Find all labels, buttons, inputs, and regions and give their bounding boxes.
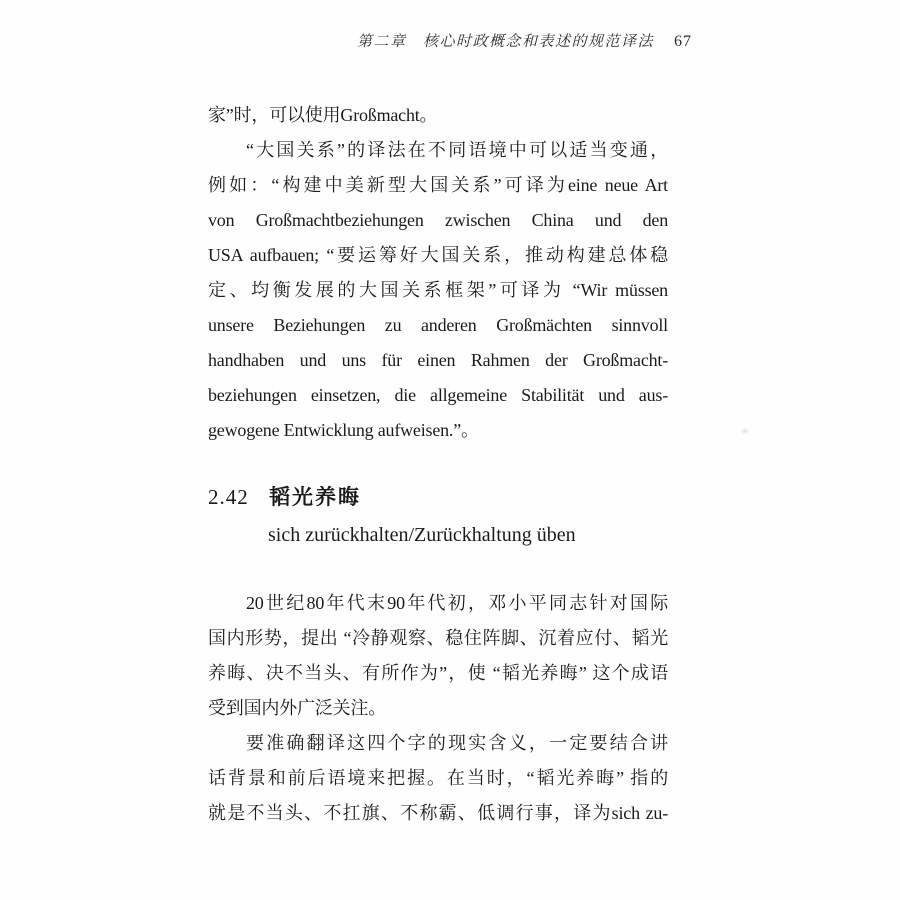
section-heading-line: [208, 478, 668, 516]
text-line: gewogene Entwicklung aufweisen.”。: [208, 420, 479, 440]
section-heading: [208, 478, 668, 554]
text-line: 例如：“构建中美新型大国关系”可译为eine neue Art: [208, 175, 668, 195]
text-line: 家”时，可以使用Großmacht。: [208, 105, 438, 125]
text-line: 要准确翻译这四个字的现实含义，一定要结合讲: [246, 733, 668, 753]
text-line: handhaben und uns für einen Rahmen der Großmacht-: [208, 350, 668, 370]
text-line: 就是不当头、不扛旗、不称霸、低调行事，译为sich zu-: [208, 803, 668, 823]
text-line: 养晦、决不当头、有所作为”，使 “韬光养晦” 这个成语: [208, 663, 668, 683]
text-column: [208, 98, 668, 831]
text-line: 定、均衡发展的大国关系框架”可译为 “Wir müssen: [208, 280, 668, 300]
text-line: 受到国内外广泛关注。: [208, 698, 386, 718]
text-line: 国内形势，提出 “冷静观察、稳住阵脚、沉着应付、韬光: [208, 628, 668, 648]
paragraph-daguo-guanxi: [208, 133, 668, 448]
text-line: beziehungen einsetzen, die allgemeine Stabilität und aus-: [208, 385, 668, 405]
section-subtitle-german: sich zurückhalten/Zurückhaltung üben: [268, 524, 576, 546]
page-number: 67: [674, 33, 692, 50]
paragraph-deng-xiaoping: [208, 586, 668, 726]
text-line: von Großmachtbeziehungen zwischen China und den: [208, 210, 668, 230]
running-head-chapter-title: 第二章 核心时政概念和表述的规范译法: [356, 34, 654, 50]
section-number: 2.42: [208, 485, 249, 509]
section-title: 韬光养晦: [269, 485, 361, 509]
text-line: 20世纪80年代末90年代初，邓小平同志针对国际: [246, 593, 668, 613]
paragraph-continuation: [208, 98, 668, 133]
text-line: 话背景和前后语境来把握。在当时，“韬光养晦” 指的: [208, 768, 668, 788]
paragraph-translation-context: [208, 726, 668, 831]
text-line: “大国关系”的译法在不同语境中可以适当变通，: [246, 140, 668, 160]
scan-artifact: [742, 429, 748, 433]
text-line: unsere Beziehungen zu anderen Großmächten sinnvoll: [208, 315, 668, 335]
running-header: [357, 30, 692, 51]
text-line: USA aufbauen; “要运筹好大国关系，推动构建总体稳: [208, 245, 668, 265]
